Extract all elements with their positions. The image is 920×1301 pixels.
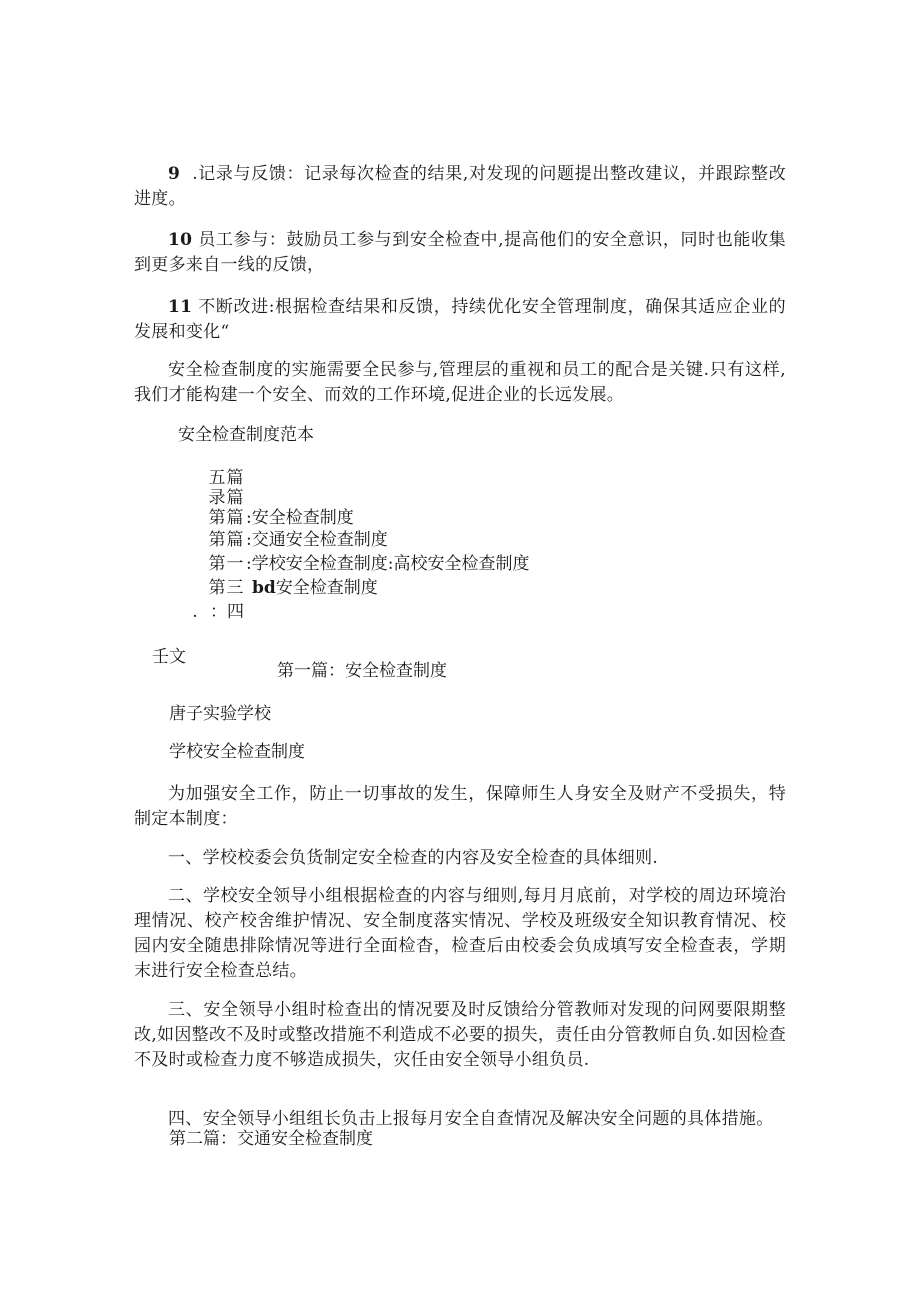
- intro-paragraph: 为加强安全工作，防止一切事故的发生，保障师生人身安全及财产不受损失，特制定本制度：: [134, 784, 786, 829]
- item-text: .记录与反馈：记录每次检查的结果,对发现的问题提出整改建议，并跟踪整改进度。: [134, 164, 786, 209]
- toc-char-right: 三: [226, 578, 244, 598]
- toc-char-left: .: [192, 602, 198, 622]
- toc-char-right: ：四: [210, 602, 244, 622]
- item-11: [134, 295, 786, 345]
- toc-row: [206, 554, 529, 574]
- toc-row: [206, 578, 378, 598]
- toc-text: 安全检查制度: [275, 578, 378, 598]
- chapter1-title: 第一篇：安全检查制度: [277, 661, 447, 681]
- toc-char-left: 第: [208, 530, 226, 550]
- chapter2-title: 第二篇：交通安全检查制度: [169, 1129, 373, 1149]
- toc-row: [206, 488, 246, 508]
- body-label: 壬文: [152, 647, 186, 667]
- toc-char-right: 篇: [226, 488, 244, 508]
- toc-text: :交通安全检查制度: [246, 530, 388, 550]
- item-number: 10: [168, 230, 193, 250]
- toc-char-right: 篇: [226, 468, 244, 488]
- rule-two-paragraph: 二、学校安全领导小组根据检查的内容与细则,每月月底前，对学校的周边环境治理情况、校产校舍维护情况、安全制度落实情况、学校及班级安全知识教育情况、校园内安全随患排除情况等进行全面检杳，检查后由校委会负成填写安全检查表，学期末进行安全检查总结。: [134, 886, 786, 981]
- toc-bold-text: bd: [252, 578, 276, 598]
- rule-three-paragraph: 三、安全领导小组时检查出的情况要及时反馈给分管教师对发现的问网要限期整改,如因整改不及时或整改措施不利造成不必要的损失，责任由分管教师自负.如因检查不及时或检查力度不够造成损失，灾任由安全领导小组负员.: [134, 1000, 786, 1070]
- toc-char-right: 一: [226, 554, 244, 574]
- toc-char-right: 篇: [226, 530, 244, 550]
- document-title: 学校安全检查制度: [169, 742, 305, 762]
- rule-one-paragraph: 一、学校校委会负货制定安全检查的内容及安全检查的具体细则.: [168, 848, 659, 868]
- item-text: 员工参与：鼓励员工参与到安全检查中,提高他们的安全意识，同时也能收集到更多来自一线的反馈，: [134, 230, 786, 275]
- item-text: 不断改进:根据检查结果和反馈，持续优化安全管理制度，确保其适应企业的发展和变化“: [134, 297, 786, 342]
- toc-row: [206, 468, 246, 488]
- section-title: 安全检查制度范本: [178, 425, 314, 445]
- toc-char-left: 第: [208, 554, 226, 574]
- toc-char-right: 篇: [226, 508, 244, 528]
- toc-char-left: 五: [208, 468, 226, 488]
- toc-row: [206, 530, 388, 550]
- toc-char-left: 录: [208, 488, 226, 508]
- toc-char-left: 第: [208, 508, 226, 528]
- toc-char-left: 第: [208, 578, 226, 598]
- school-name: 唐子实验学校: [169, 704, 271, 724]
- item-9: [134, 162, 786, 212]
- item-10: [134, 228, 786, 278]
- toc-row: [184, 602, 244, 622]
- item-number: 11: [168, 297, 193, 317]
- toc-text: :学校安全检查制度:高校安全检查制度: [246, 554, 530, 574]
- rule-four-paragraph: 四、安全领导小组组长负击上报每月安全自查情况及解决安全问题的具体措施。: [168, 1109, 774, 1129]
- item-number: 9: [168, 164, 181, 184]
- conclusion-paragraph: 安全检查制度的实施需要全民参与,管理层的重视和员工的配合是关键.只有这样,我们才能构建一个安全、而效的工作环境,促进企业的长远发展。: [134, 360, 786, 405]
- toc-text: :安全检查制度: [246, 508, 354, 528]
- toc-row: [206, 508, 354, 528]
